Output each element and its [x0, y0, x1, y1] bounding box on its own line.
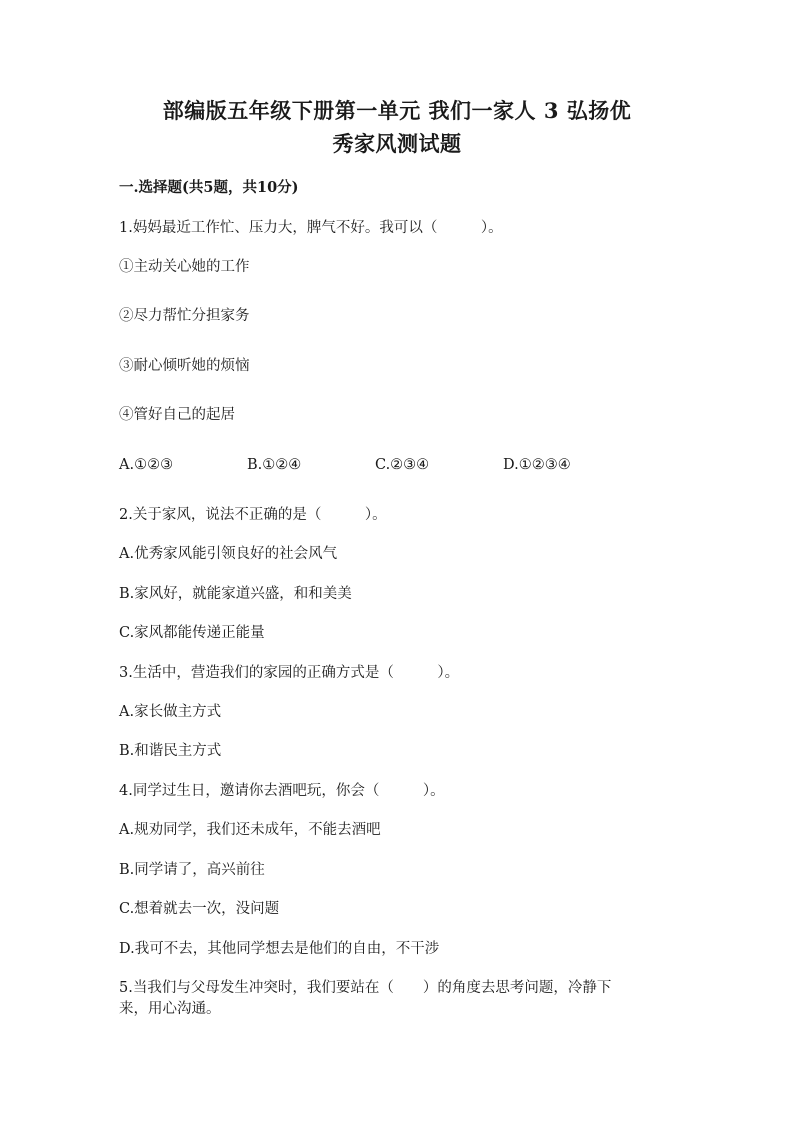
question-1-statement: ③耐心倾听她的烦恼 [119, 358, 250, 374]
question-2-stem: 2.关于家风，说法不正确的是（ ）。 [119, 507, 387, 523]
option-b[interactable]: B.和谐民主方式 [119, 743, 222, 759]
option-b[interactable]: B.同学请了，高兴前往 [119, 862, 265, 878]
question-1-options [0, 455, 794, 477]
section-heading: 一.选择题(共5题，共10分) [119, 179, 299, 196]
option-c[interactable]: C.②③④ [375, 457, 430, 473]
option-a[interactable]: A.家长做主方式 [119, 704, 222, 720]
option-c[interactable]: C.家风都能传递正能量 [119, 625, 265, 641]
question-5-stem-continued: 来，用心沟通。 [119, 1001, 221, 1017]
option-d[interactable]: D.①②③④ [503, 457, 571, 473]
option-c[interactable]: C.想着就去一次，没问题 [119, 901, 280, 917]
question-5-stem: 5.当我们与父母发生冲突时，我们要站在（ ）的角度去思考问题，冷静下 [119, 980, 612, 996]
option-a[interactable]: A.①②③ [119, 457, 174, 473]
option-b[interactable]: B.家风好，就能家道兴盛，和和美美 [119, 586, 352, 602]
question-1-statement: ①主动关心她的工作 [119, 259, 250, 275]
option-a[interactable]: A.规劝同学，我们还未成年，不能去酒吧 [119, 822, 381, 838]
question-3-stem: 3.生活中，营造我们的家园的正确方式是（ ）。 [119, 665, 460, 681]
title-line-2: 秀家风测试题 [332, 131, 462, 156]
title-line-1: 部编版五年级下册第一单元 我们一家人 3 弘扬优 [162, 98, 632, 123]
question-1-statement: ②尽力帮忙分担家务 [119, 308, 250, 324]
option-a[interactable]: A.优秀家风能引领良好的社会风气 [119, 546, 338, 562]
question-1-statement: ④管好自己的起居 [119, 407, 235, 423]
question-4-stem: 4.同学过生日，邀请你去酒吧玩，你会（ ）。 [119, 783, 445, 799]
option-d[interactable]: D.我可不去，其他同学想去是他们的自由，不干涉 [119, 941, 440, 957]
page-title [100, 94, 694, 160]
option-b[interactable]: B.①②④ [247, 457, 302, 473]
question-1-stem: 1.妈妈最近工作忙、压力大，脾气不好。我可以（ ）。 [119, 220, 503, 236]
